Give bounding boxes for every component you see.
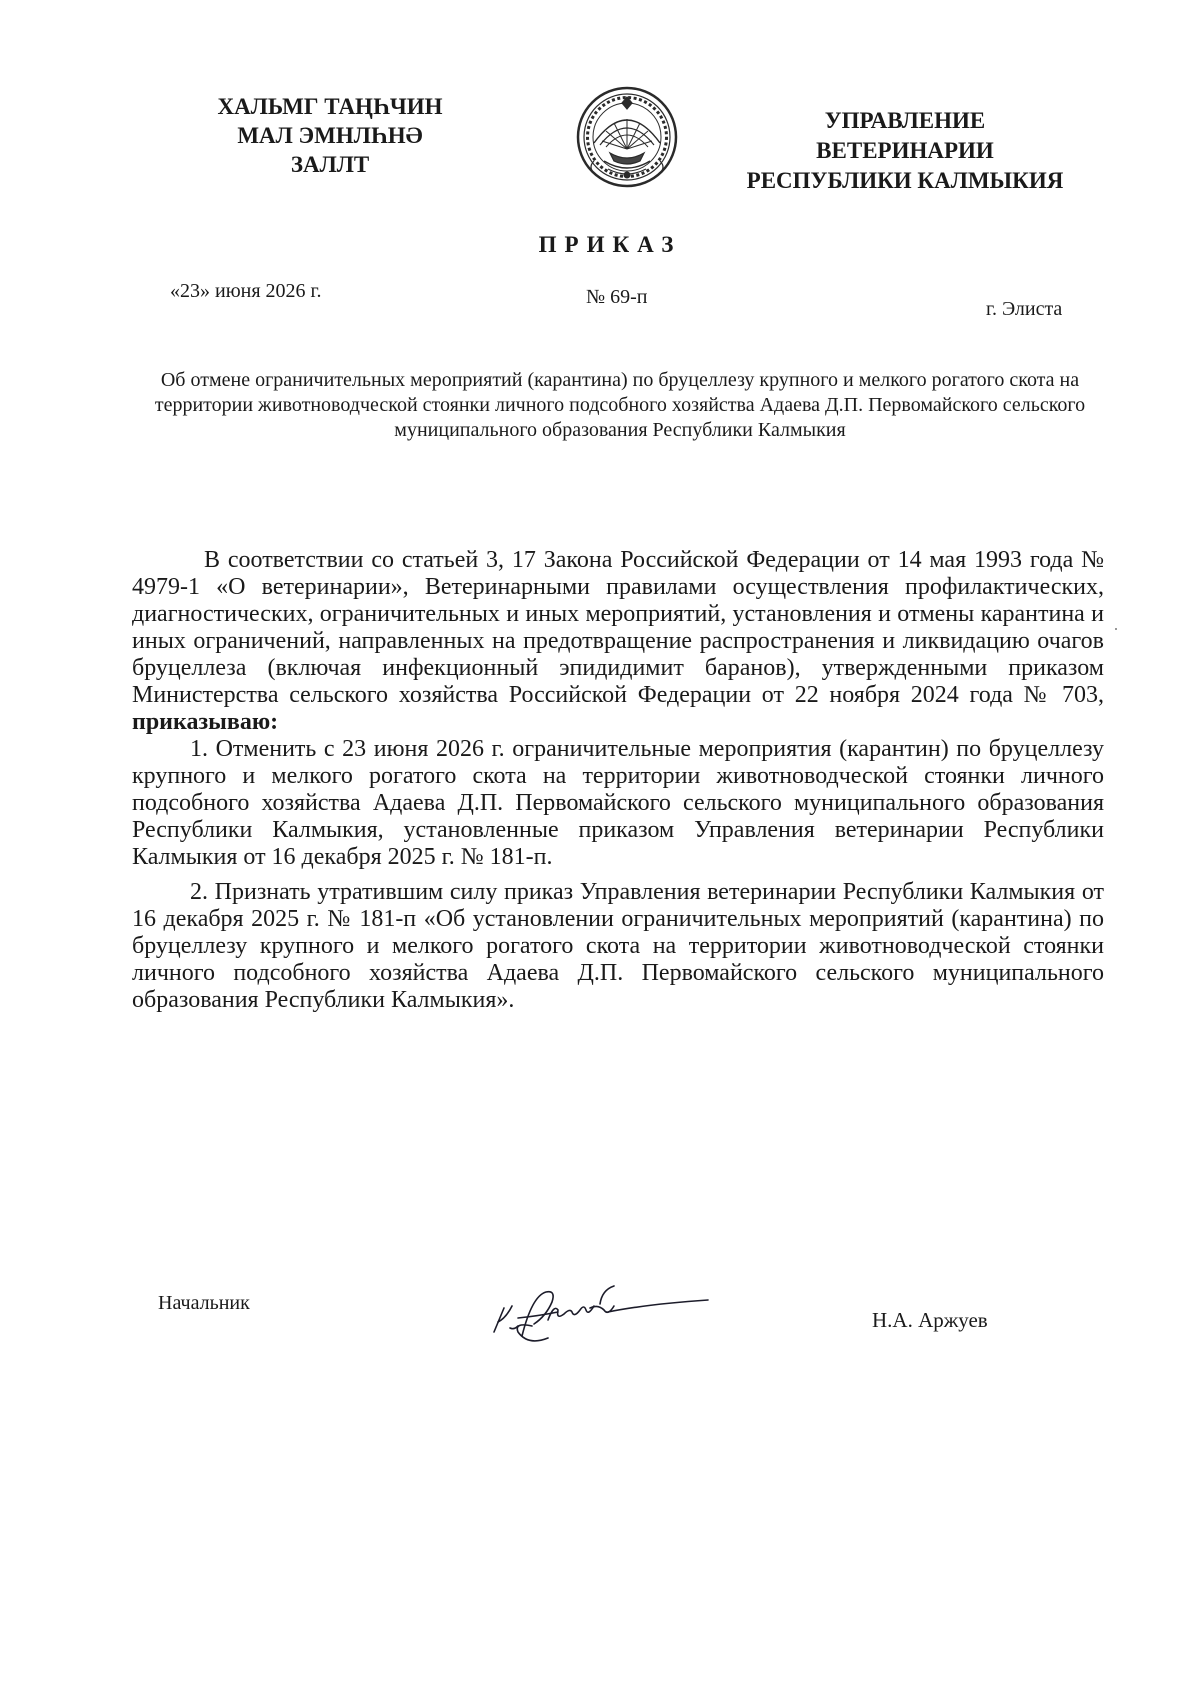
- header-left-line: МАЛ ЭМНЛҺНӘ: [237, 123, 423, 148]
- body-preamble: [132, 547, 1104, 736]
- document-subject: Об отмене ограничительных мероприятий (карантина) по бруцеллезу крупного и мелкого рогатого скота на территории животноводческой стоянки личного подсобного хозяйства Адаева Д.П. Первомайского сельского муниципального образования Республики Калмыкия: [154, 369, 1086, 441]
- signer-name: Н.А. Аржуев: [872, 1308, 988, 1332]
- header-kalmyk-org-name: [180, 92, 480, 179]
- header-russian-org-name: [735, 106, 1075, 196]
- body-point-2: 2. Признать утратившим силу приказ Управления ветеринарии Республики Калмыкия от 16 декабря 2025 г. № 181-п «Об установлении ограничительных мероприятий (карантина) по бруцеллезу крупного и мелкого рогатого скота на территории животноводческой стоянки личного подсобного хозяйства Адаева Д.П. Первомайского сельского муниципального образования Республики Калмыкия».: [132, 879, 1104, 1013]
- signer-position: Начальник: [158, 1292, 250, 1314]
- scan-speck: [1115, 628, 1117, 630]
- document-body: [132, 547, 1104, 1014]
- document-city: г. Элиста: [986, 298, 1063, 320]
- header-right-line: ВЕТЕРИНАРИИ: [816, 138, 994, 163]
- document-date: «23» июня 2026 г.: [170, 280, 322, 302]
- body-point-1: 1. Отменить с 23 июня 2026 г. ограничительные мероприятия (карантин) по бруцеллезу крупного и мелкого рогатого скота на территории животноводческой стоянки личного подсобного хозяйства Адаева Д.П. Первомайского сельского муниципального образования Республики Калмыкия, установленные приказом Управления ветеринарии Республики Калмыкия от 16 декабря 2025 г. № 181-п.: [132, 736, 1104, 870]
- header-left-line: ЗАЛЛТ: [290, 152, 370, 177]
- document-title: ПРИКАЗ: [538, 232, 682, 257]
- header-right-line: УПРАВЛЕНИЕ: [824, 108, 986, 133]
- kalmykia-emblem-icon: [574, 83, 680, 195]
- header-left-line: ХАЛЬМГ ТАҢҺЧИН: [217, 94, 443, 119]
- document-number: № 69-п: [586, 286, 648, 308]
- header-right-line: РЕСПУБЛИКИ КАЛМЫКИЯ: [746, 168, 1064, 193]
- preamble-text: В соответствии со статьей 3, 17 Закона Российской Федерации от 14 мая 1993 года № 4979-1 «О ветеринарии», Ветеринарными правилами осуществления профилактических, диагностических, ограничительных и иных мероприятий, установления и отмены карантина и иных ограничений, направленных на предотвращение распространения и ликвидацию очагов бруцеллеза (включая инфекционный эпидидимит баранов), утвержденными приказом Министерства сельского хозяйства Российской Федерации от 22 ноября 2024 года № 703,: [132, 547, 1104, 708]
- order-word: приказываю:: [132, 709, 279, 735]
- handwritten-signature-icon: [488, 1278, 718, 1346]
